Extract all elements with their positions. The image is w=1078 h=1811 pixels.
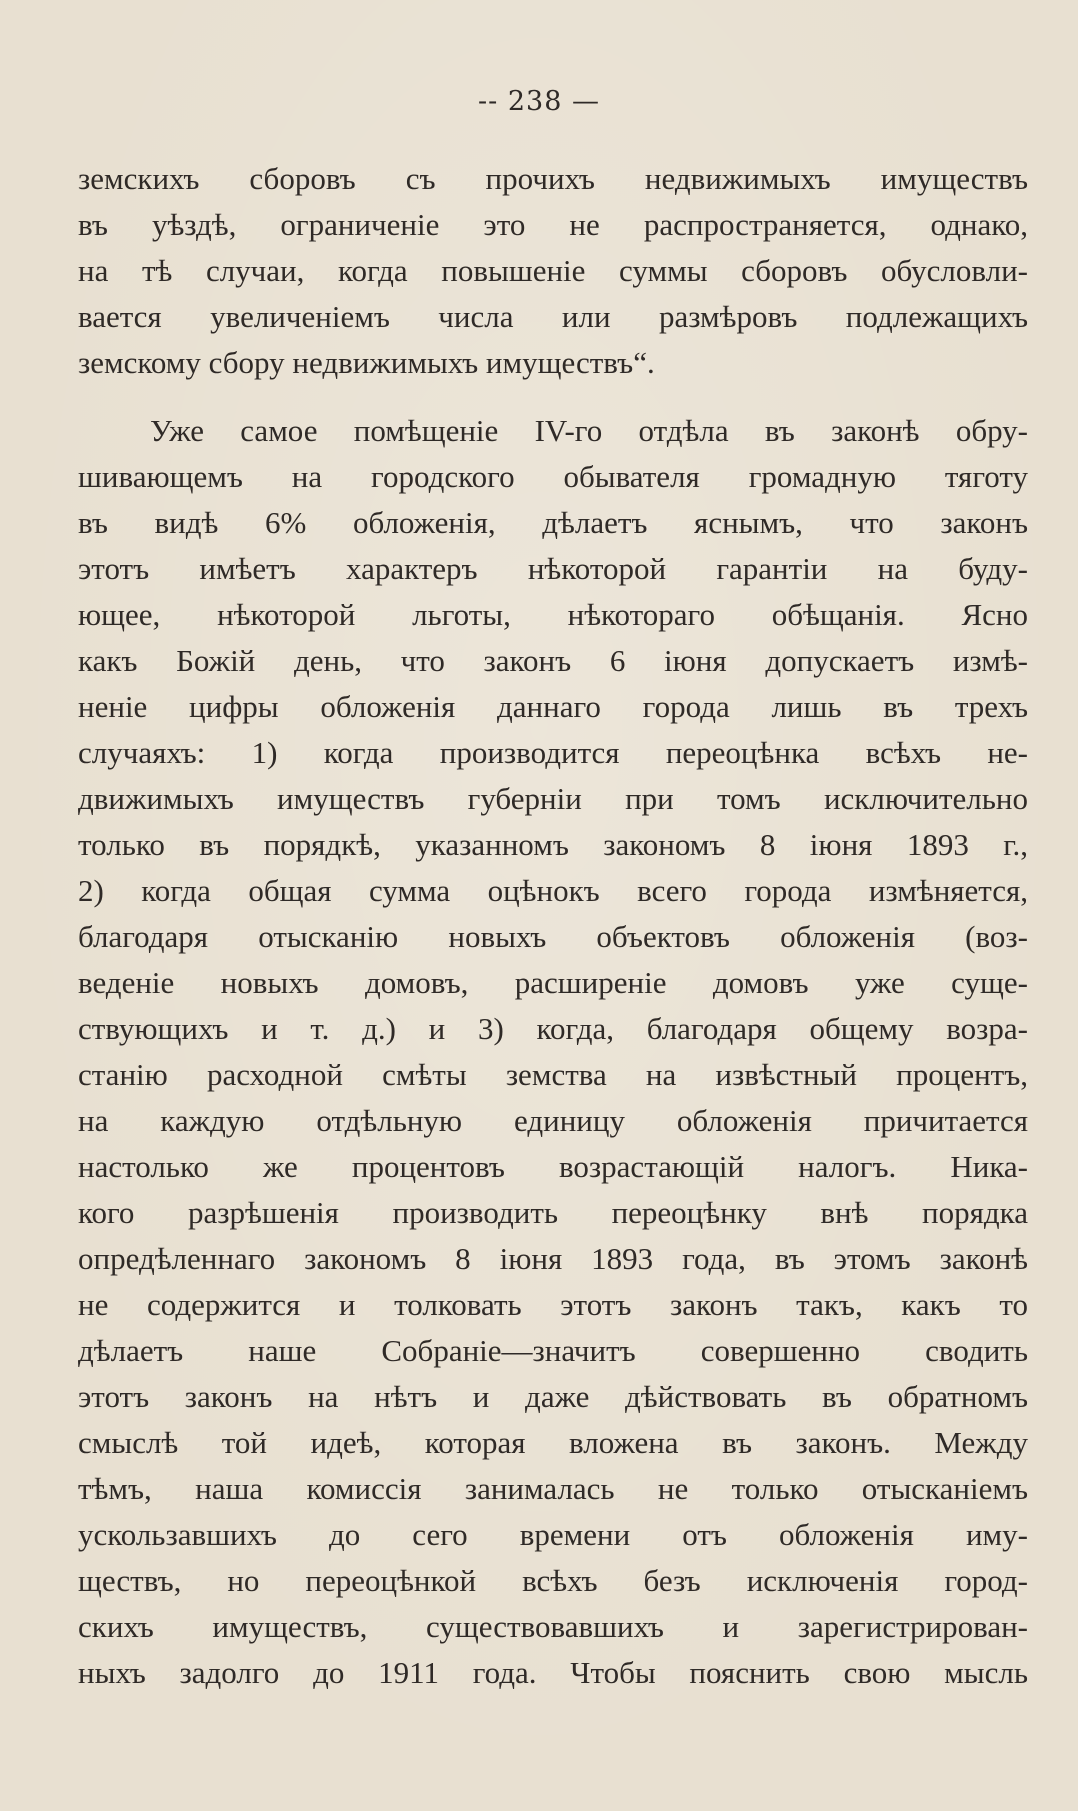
text-line: этотъ законъ на нѣтъ и даже дѣйствовать въ обратномъ xyxy=(78,1379,1028,1414)
text-line: вается увеличеніемъ числа или размѣровъ подлежащихъ xyxy=(78,299,1028,334)
text-line: веденіе новыхъ домовъ, расширеніе домовъ уже суще- xyxy=(78,965,1028,1000)
body-text xyxy=(78,156,1028,1696)
text-line: настолько же процентовъ возрастающій налогъ. Ника- xyxy=(78,1149,1028,1184)
text-line: ющее, нѣкоторой льготы, нѣкотораго обѣщанія. Ясно xyxy=(78,597,1028,632)
text-line: движимыхъ имуществъ губерніи при томъ исключительно xyxy=(78,781,1028,816)
paragraph-gap xyxy=(78,386,1028,408)
text-line: смыслѣ той идеѣ, которая вложена въ законъ. Между xyxy=(78,1425,1028,1460)
text-line: ствующихъ и т. д.) и 3) когда, благодаря общему возра- xyxy=(78,1011,1028,1046)
text-line: опредѣленнаго закономъ 8 іюня 1893 года, въ этомъ законѣ xyxy=(78,1241,1028,1276)
text-line: благодаря отысканію новыхъ объектовъ обложенія (воз- xyxy=(78,919,1028,954)
text-line: въ видѣ 6% обложенія, дѣлаетъ яснымъ, что законъ xyxy=(78,505,1028,540)
text-line: неніе цифры обложенія даннаго города лишь въ трехъ xyxy=(78,689,1028,724)
text-line: ществъ, но переоцѣнкой всѣхъ безъ исключенія город- xyxy=(78,1563,1028,1598)
text-line: только въ порядкѣ, указанномъ закономъ 8 іюня 1893 г., xyxy=(78,827,1028,862)
text-line: шивающемъ на городского обывателя громадную тяготу xyxy=(78,459,1028,494)
text-line: Уже самое помѣщеніе IV-го отдѣла въ законѣ обру- xyxy=(150,413,1028,448)
text-line: на каждую отдѣльную единицу обложенія причитается xyxy=(78,1103,1028,1138)
text-line: тѣмъ, наша комиссія занималась не только отысканіемъ xyxy=(78,1471,1028,1506)
text-line: какъ Божій день, что законъ 6 іюня допускаетъ измѣ- xyxy=(78,643,1028,678)
text-line: 2) когда общая сумма оцѣнокъ всего города измѣняется, xyxy=(78,873,1028,908)
text-line: не содержится и толковать этотъ законъ такъ, какъ то xyxy=(78,1287,1028,1322)
text-line: въ уѣздѣ, ограниченіе это не распространяется, однако, xyxy=(78,207,1028,242)
text-line: земскому сбору недвижимыхъ имуществъ“. xyxy=(78,345,655,380)
text-line: этотъ имѣетъ характеръ нѣкоторой гарантіи на буду- xyxy=(78,551,1028,586)
text-line: скихъ имуществъ, существовавшихъ и зарегистрирован- xyxy=(78,1609,1028,1644)
text-line: ускользавшихъ до сего времени отъ обложенія иму- xyxy=(78,1517,1028,1552)
text-line: случаяхъ: 1) когда производится переоцѣнка всѣхъ не- xyxy=(78,735,1028,770)
text-line: дѣлаетъ наше Собраніе—значитъ совершенно сводить xyxy=(78,1333,1028,1368)
text-line: ныхъ задолго до 1911 года. Чтобы пояснить свою мысль xyxy=(78,1655,1028,1690)
text-line: кого разрѣшенія производить переоцѣнку внѣ порядка xyxy=(78,1195,1028,1230)
text-line: на тѣ случаи, когда повышеніе суммы сборовъ обусловли- xyxy=(78,253,1028,288)
page-number: -- 238 — xyxy=(478,86,600,117)
text-line: станію расходной смѣты земства на извѣстный процентъ, xyxy=(78,1057,1028,1092)
text-line: земскихъ сборовъ съ прочихъ недвижимыхъ имуществъ xyxy=(78,161,1028,196)
